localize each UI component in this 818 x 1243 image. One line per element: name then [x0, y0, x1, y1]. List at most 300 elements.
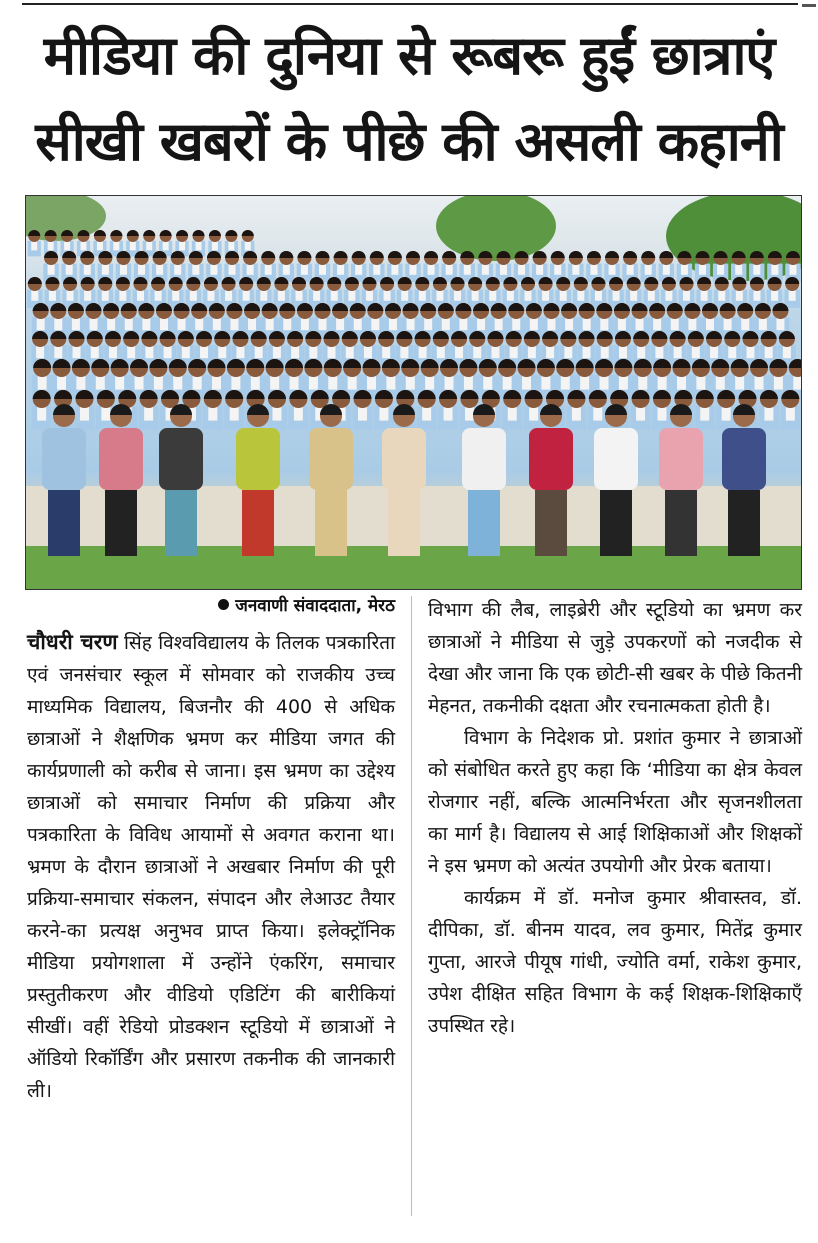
student-dupatta	[245, 241, 251, 251]
student-dupatta	[424, 317, 432, 330]
student-dupatta	[716, 375, 725, 389]
article-right-column	[428, 594, 802, 1042]
student-dupatta	[120, 264, 127, 275]
student-dupatta	[389, 317, 397, 330]
student-dupatta	[613, 290, 620, 301]
student-dupatta	[522, 375, 531, 389]
student-hair	[160, 230, 172, 236]
student-dupatta	[230, 317, 238, 330]
student-dupatta	[96, 375, 105, 389]
student-dupatta	[437, 345, 445, 358]
student-hair	[225, 230, 237, 236]
student-dupatta	[125, 317, 133, 330]
group-photo-icon	[26, 196, 801, 589]
student-dupatta	[278, 290, 285, 301]
student-hair	[442, 251, 456, 258]
student-dupatta	[313, 290, 320, 301]
student-dupatta	[54, 345, 62, 358]
student-dupatta	[595, 290, 602, 301]
student-dupatta	[225, 290, 232, 301]
student-hair	[279, 251, 293, 258]
student-dupatta	[688, 317, 696, 330]
student-hair	[316, 251, 330, 258]
student-dupatta	[618, 317, 626, 330]
bullet-icon	[218, 599, 229, 610]
student-dupatta	[283, 317, 291, 330]
student-dupatta	[190, 290, 197, 301]
student-dupatta	[251, 375, 260, 389]
student-dupatta	[701, 290, 708, 301]
staff-legs	[665, 490, 697, 556]
student-dupatta	[138, 264, 145, 275]
student-dupatta	[746, 345, 754, 358]
student-dupatta	[483, 375, 492, 389]
student-dupatta	[465, 406, 474, 420]
student-dupatta	[653, 317, 661, 330]
student-dupatta	[764, 406, 773, 420]
student-dupatta	[524, 290, 531, 301]
student-dupatta	[218, 345, 226, 358]
student-hair	[193, 230, 205, 236]
student-dupatta	[102, 264, 109, 275]
staff-legs	[105, 490, 137, 556]
student-dupatta	[391, 264, 398, 275]
staff-torso	[236, 428, 280, 490]
student-dupatta	[309, 345, 317, 358]
student-dupatta	[210, 264, 217, 275]
student-dupatta	[600, 375, 609, 389]
student-dupatta	[72, 317, 80, 330]
student-dupatta	[741, 317, 749, 330]
student-dupatta	[91, 345, 99, 358]
student-dupatta	[472, 290, 479, 301]
student-dupatta	[290, 375, 299, 389]
student-dupatta	[577, 290, 584, 301]
student-hair	[297, 251, 311, 258]
student-dupatta	[331, 290, 338, 301]
student-dupatta	[655, 345, 663, 358]
student-dupatta	[142, 317, 150, 330]
article-left-column	[27, 626, 395, 1107]
student-dupatta	[196, 241, 202, 251]
headline-line-2: सीखी खबरों के पीछे की असली कहानी	[35, 110, 783, 173]
student-dupatta	[230, 406, 239, 420]
student-dupatta	[174, 264, 181, 275]
student-hair	[641, 251, 655, 258]
student-dupatta	[619, 345, 627, 358]
students-crowd	[27, 230, 801, 430]
staff-torso	[159, 428, 203, 490]
student-hair	[242, 230, 254, 236]
student-hair	[127, 230, 139, 236]
student-dupatta	[155, 290, 162, 301]
student-dupatta	[273, 345, 281, 358]
student-dupatta	[367, 375, 376, 389]
student-dupatta	[102, 290, 109, 301]
student-dupatta	[255, 345, 263, 358]
student-dupatta	[657, 406, 666, 420]
student-dupatta	[718, 290, 725, 301]
student-dupatta	[491, 345, 499, 358]
student-dupatta	[38, 375, 47, 389]
student-dupatta	[48, 264, 55, 275]
student-hair	[110, 230, 122, 236]
student-dupatta	[580, 375, 589, 389]
student-dupatta	[291, 345, 299, 358]
student-dupatta	[213, 317, 221, 330]
student-dupatta	[728, 345, 736, 358]
student-dupatta	[337, 264, 344, 275]
student-dupatta	[113, 241, 119, 251]
student-dupatta	[346, 345, 354, 358]
student-hair	[659, 251, 673, 258]
student-dupatta	[572, 264, 579, 275]
student-dupatta	[318, 317, 326, 330]
student-dupatta	[793, 375, 801, 389]
student-dupatta	[266, 317, 274, 330]
student-dupatta	[178, 317, 186, 330]
student-dupatta	[436, 290, 443, 301]
staff-hair	[53, 404, 75, 415]
student-dupatta	[135, 375, 144, 389]
student-dupatta	[489, 290, 496, 301]
student-hair	[143, 230, 155, 236]
student-dupatta	[455, 345, 463, 358]
student-dupatta	[665, 290, 672, 301]
student-dupatta	[179, 241, 185, 251]
student-dupatta	[677, 375, 686, 389]
staff-torso	[594, 428, 638, 490]
student-dupatta	[212, 241, 218, 251]
student-dupatta	[495, 317, 503, 330]
student-dupatta	[119, 290, 126, 301]
staff-legs	[165, 490, 197, 556]
student-dupatta	[301, 264, 308, 275]
student-dupatta	[619, 375, 628, 389]
student-dupatta	[786, 406, 795, 420]
student-dupatta	[753, 290, 760, 301]
student-dupatta	[145, 345, 153, 358]
headline-line-1: मीडिया की दुनिया से रूबरू हुईं छात्राएं	[43, 24, 775, 87]
student-dupatta	[366, 290, 373, 301]
student-dupatta	[294, 406, 303, 420]
student-dupatta	[207, 290, 214, 301]
student-dupatta	[753, 264, 760, 275]
student-dupatta	[630, 290, 637, 301]
student-dupatta	[243, 290, 250, 301]
student-dupatta	[789, 290, 796, 301]
student-dupatta	[358, 406, 367, 420]
student-dupatta	[636, 406, 645, 420]
student-dupatta	[301, 317, 309, 330]
staff-torso	[462, 428, 506, 490]
student-dupatta	[508, 406, 517, 420]
staff-legs	[388, 490, 420, 556]
student-dupatta	[776, 317, 784, 330]
student-dupatta	[771, 290, 778, 301]
staff-torso	[99, 428, 143, 490]
student-dupatta	[561, 375, 570, 389]
student-dupatta	[84, 264, 91, 275]
student-dupatta	[248, 317, 256, 330]
student-dupatta	[319, 264, 326, 275]
student-dupatta	[710, 345, 718, 358]
article-paragraph-4: कार्यक्रम में डॉ. मनोज कुमार श्रीवास्तव, डॉ. दीपिका, डॉ. बीनम यादव, लव कुमार, मितेंद्र कुमार गुप्ता, आरजे पीयूष गांधी, ज्योति वर्मा, राकेश कुमार, उपेश दीक्षित सहित विभाग के कई शिक्षक-शिक्षिकाएँ उपस्थित रहे।	[428, 887, 802, 1037]
student-hair	[261, 251, 275, 258]
student-dupatta	[386, 375, 395, 389]
student-dupatta	[512, 317, 520, 330]
student-dupatta	[529, 406, 538, 420]
student-dupatta	[627, 264, 634, 275]
student-hair	[623, 251, 637, 258]
staff-torso	[659, 428, 703, 490]
student-dupatta	[500, 264, 507, 275]
staff-torso	[529, 428, 573, 490]
student-hair	[424, 251, 438, 258]
student-dupatta	[503, 375, 512, 389]
article-paragraph-3: विभाग के निदेशक प्रो. प्रशांत कुमार ने छात्राओं को संबोधित करते हुए कहा कि ‘मीडिया का क्षेत्र केवल रोजगार नहीं, बल्कि आत्मनिर्भरता और सृजनशीलता का मार्ग है। विद्यालय से आई शिक्षिकाओं और शिक्षकों ने इस भ्रमण को अत्यंत उपयोगी और प्रेरक बताया।	[428, 727, 802, 877]
student-dupatta	[348, 290, 355, 301]
student-dupatta	[163, 241, 169, 251]
student-dupatta	[699, 264, 706, 275]
student-dupatta	[236, 345, 244, 358]
student-dupatta	[172, 290, 179, 301]
student-dupatta	[373, 264, 380, 275]
student-hair	[370, 251, 384, 258]
student-dupatta	[283, 264, 290, 275]
student-dupatta	[31, 290, 38, 301]
student-dupatta	[137, 290, 144, 301]
student-dupatta	[459, 317, 467, 330]
student-dupatta	[270, 375, 279, 389]
student-dupatta	[722, 406, 731, 420]
student-hair	[209, 230, 221, 236]
student-dupatta	[156, 264, 163, 275]
student-dupatta	[428, 264, 435, 275]
byline	[150, 593, 395, 616]
student-dupatta	[309, 375, 318, 389]
student-dupatta	[783, 345, 791, 358]
student-dupatta	[84, 290, 91, 301]
student-dupatta	[565, 317, 573, 330]
student-dupatta	[590, 264, 597, 275]
student-dupatta	[401, 290, 408, 301]
student-dupatta	[518, 264, 525, 275]
student-dupatta	[425, 375, 434, 389]
student-dupatta	[564, 345, 572, 358]
student-dupatta	[765, 345, 773, 358]
student-dupatta	[464, 375, 473, 389]
student-dupatta	[101, 406, 110, 420]
student-dupatta	[49, 290, 56, 301]
student-dupatta	[477, 317, 485, 330]
student-dupatta	[530, 317, 538, 330]
student-dupatta	[66, 264, 73, 275]
student-dupatta	[228, 241, 234, 251]
student-dupatta	[67, 290, 74, 301]
student-dupatta	[371, 317, 379, 330]
student-dupatta	[146, 241, 152, 251]
student-dupatta	[57, 375, 66, 389]
student-hair	[587, 251, 601, 258]
staff-legs	[600, 490, 632, 556]
student-dupatta	[182, 345, 190, 358]
staff-legs	[242, 490, 274, 556]
staff-torso	[309, 428, 353, 490]
student-dupatta	[542, 290, 549, 301]
student-dupatta	[364, 345, 372, 358]
student-dupatta	[444, 406, 453, 420]
student-dupatta	[36, 345, 44, 358]
student-dupatta	[681, 264, 688, 275]
staff-hair	[393, 404, 415, 415]
student-dupatta	[507, 290, 514, 301]
student-dupatta	[759, 317, 767, 330]
student-dupatta	[572, 406, 581, 420]
student-dupatta	[193, 375, 202, 389]
student-dupatta	[663, 264, 670, 275]
student-dupatta	[379, 406, 388, 420]
student-dupatta	[645, 264, 652, 275]
corner-mark	[802, 4, 816, 7]
student-dupatta	[109, 345, 117, 358]
staff-torso	[42, 428, 86, 490]
student-dupatta	[296, 290, 303, 301]
student-dupatta	[442, 317, 450, 330]
student-dupatta	[419, 290, 426, 301]
student-dupatta	[547, 317, 555, 330]
student-dupatta	[700, 406, 709, 420]
student-hair	[334, 251, 348, 258]
student-dupatta	[696, 375, 705, 389]
student-dupatta	[348, 375, 357, 389]
student-dupatta	[771, 264, 778, 275]
student-dupatta	[648, 290, 655, 301]
student-dupatta	[48, 241, 54, 251]
student-dupatta	[706, 317, 714, 330]
student-dupatta	[212, 375, 221, 389]
student-dupatta	[260, 290, 267, 301]
student-dupatta	[76, 375, 85, 389]
student-dupatta	[546, 345, 554, 358]
student-dupatta	[265, 264, 272, 275]
student-dupatta	[64, 241, 70, 251]
student-dupatta	[671, 317, 679, 330]
student-dupatta	[200, 345, 208, 358]
student-dupatta	[735, 264, 742, 275]
student-dupatta	[382, 345, 390, 358]
student-dupatta	[419, 345, 427, 358]
student-dupatta	[407, 317, 415, 330]
student-dupatta	[130, 241, 136, 251]
student-dupatta	[54, 317, 62, 330]
article-paragraph-1	[27, 626, 395, 1107]
student-dupatta	[328, 345, 336, 358]
student-dupatta	[192, 264, 199, 275]
student-dupatta	[107, 317, 115, 330]
student-dupatta	[195, 317, 203, 330]
staff-legs	[315, 490, 347, 556]
student-dupatta	[510, 345, 518, 358]
student-dupatta	[336, 317, 344, 330]
student-dupatta	[717, 264, 724, 275]
top-rule	[22, 3, 798, 5]
student-dupatta	[789, 264, 796, 275]
student-dupatta	[473, 345, 481, 358]
student-dupatta	[593, 406, 602, 420]
student-hair	[176, 230, 188, 236]
student-dupatta	[541, 375, 550, 389]
student-dupatta	[406, 375, 415, 389]
student-dupatta	[231, 375, 240, 389]
student-hair	[551, 251, 565, 258]
staff-legs	[535, 490, 567, 556]
column-divider	[411, 596, 412, 1216]
student-dupatta	[528, 345, 536, 358]
student-dupatta	[97, 241, 103, 251]
student-dupatta	[409, 264, 416, 275]
student-dupatta	[683, 290, 690, 301]
student-dupatta	[637, 345, 645, 358]
article-left-text: सिंह विश्वविद्यालय के तिलक पत्रकारिता एवं जनसंचार स्कूल में सोमवार को राजकीय उच्च माध्यमिक विद्यालय, बिजनौर की 400 से अधिक छात्राओं ने शैक्षणिक भ्रमण कर मीडिया जगत की कार्यप्रणाली को करीब से जाना। इस भ्रमण का उद्देश्य छात्राओं को समाचार निर्माण की प्रक्रिया और पत्रकारिता के विविध आयामों से अवगत कराना था। भ्रमण के दौरान छात्राओं ने अखबार निर्माण की पूरी प्रक्रिया-समाचार संकलन, संपादन और लेआउट तैयार करने-का प्रत्यक्ष अनुभव प्राप्त किया। इलेक्ट्रॉनिक मीडिया प्रयोगशाला में उन्होंने एंकरिंग, समाचार प्रस्तुतीकरण और वीडियो एडिटिंग की बारीकियां सीखीं। वहीं रेडियो प्रोडक्शन स्टूडियो में छात्राओं ने ऑडियो रिकॉर्डिंग और प्रसारण तकनीक की जानकारी ली।	[27, 632, 395, 1102]
student-dupatta	[554, 264, 561, 275]
student-dupatta	[73, 345, 81, 358]
student-dupatta	[609, 264, 616, 275]
student-dupatta	[154, 375, 163, 389]
staff-torso	[722, 428, 766, 490]
student-hair	[28, 277, 42, 284]
student-dupatta	[80, 406, 89, 420]
student-dupatta	[37, 406, 46, 420]
student-dupatta	[272, 406, 281, 420]
student-dupatta	[601, 345, 609, 358]
student-dupatta	[636, 317, 644, 330]
staff-legs	[728, 490, 760, 556]
student-dupatta	[446, 264, 453, 275]
student-dupatta	[583, 345, 591, 358]
student-dupatta	[81, 241, 87, 251]
student-dupatta	[774, 375, 783, 389]
student-dupatta	[735, 375, 744, 389]
student-dupatta	[115, 375, 124, 389]
student-dupatta	[229, 264, 236, 275]
student-hair	[605, 251, 619, 258]
group-photo	[25, 195, 802, 590]
student-dupatta	[454, 290, 461, 301]
student-dupatta	[127, 345, 135, 358]
student-dupatta	[31, 241, 37, 251]
student-dupatta	[692, 345, 700, 358]
student-hair	[569, 251, 583, 258]
student-dupatta	[355, 264, 362, 275]
student-hair	[406, 251, 420, 258]
student-dupatta	[164, 345, 172, 358]
student-dupatta	[160, 317, 168, 330]
student-dupatta	[583, 317, 591, 330]
student-dupatta	[560, 290, 567, 301]
byline-text: जनवाणी संवाददाता, मेरठ	[235, 596, 395, 616]
student-dupatta	[658, 375, 667, 389]
student-dupatta	[724, 317, 732, 330]
student-dupatta	[482, 264, 489, 275]
student-dupatta	[536, 264, 543, 275]
staff-torso	[382, 428, 426, 490]
student-dupatta	[354, 317, 362, 330]
student-dupatta	[464, 264, 471, 275]
student-dupatta	[384, 290, 391, 301]
student-dupatta	[37, 317, 45, 330]
staff-legs	[468, 490, 500, 556]
